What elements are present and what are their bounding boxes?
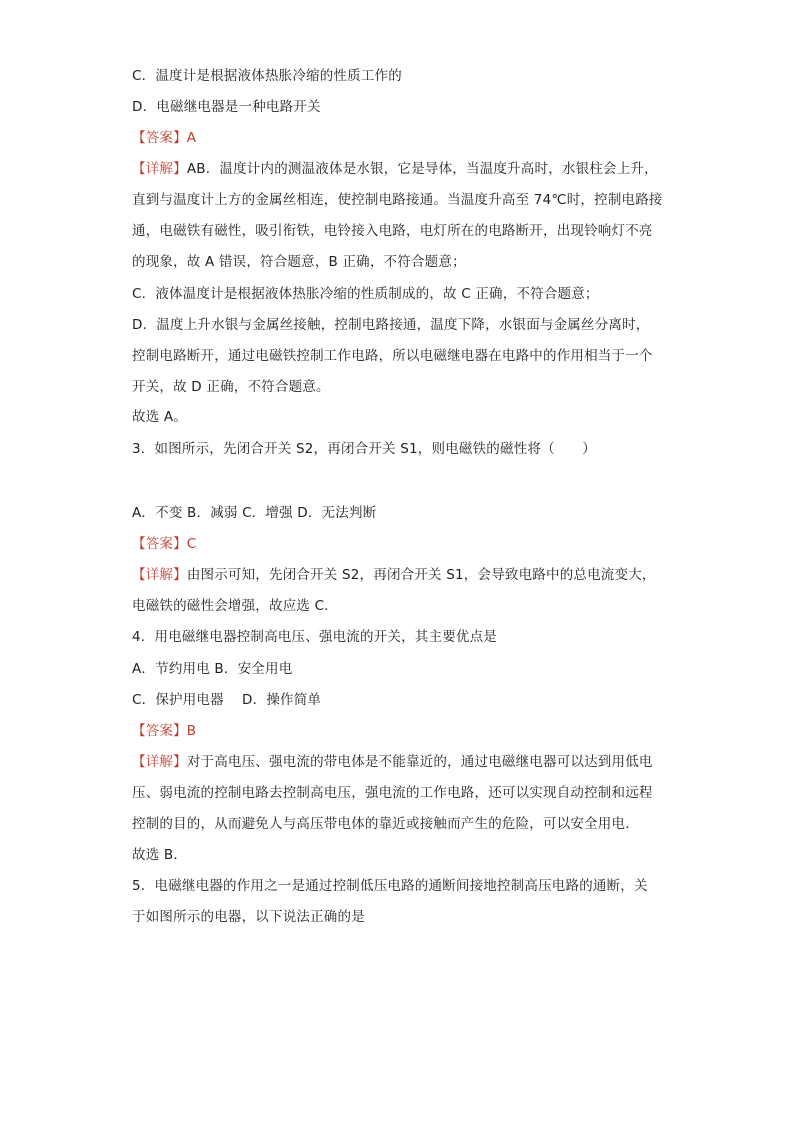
option-d-line: D．电磁继电器是一种电路开关 — [132, 99, 321, 115]
detail-tag: 【详解】 — [132, 754, 187, 770]
detail-tag: 【详解】 — [132, 161, 187, 177]
option-c-line: C．温度计是根据液体热胀冷缩的性质工作的 — [132, 68, 402, 84]
detail-tag: 【详解】 — [132, 567, 187, 583]
question-4-options-cd: C．保护用电器 D．操作简单 — [132, 692, 322, 708]
question-3-options: A．不变 B．减弱 C．增强 D．无法判断 — [132, 505, 377, 521]
detail-line — [132, 159, 672, 179]
answer-tag: 【答案】B — [132, 723, 197, 739]
detail-text: 由图示可知，先闭合开关 S2，再闭合开关 S1，会导致电路中的总电流变大， — [186, 567, 656, 583]
question-5-cont: 于如图所示的电器，以下说法正确的是 — [132, 909, 365, 925]
question-5: 5．电磁继电器的作用之一是通过控制低压电路的通断间接地控制高压电路的通断，关 — [132, 878, 648, 894]
detail-line: 电磁铁的磁性会增强，故应选 C． — [132, 598, 338, 614]
answer-tag: 【答案】A — [132, 130, 197, 146]
detail-line — [132, 752, 672, 772]
answer-tag: 【答案】C — [132, 536, 197, 552]
detail-line: 压、弱电流的控制电路去控制高电压，强电流的工作电路，还可以实现自动控制和远程 — [132, 785, 653, 801]
detail-line: 直到与温度计上方的金属丝相连，使控制电路接通。当温度升高至 74℃时，控制电路接 — [132, 192, 663, 208]
question-4-options-ab: A．节约用电 B．安全用电 — [132, 661, 293, 677]
detail-line: 开关，故 D 正确，不符合题意。 — [132, 379, 330, 395]
question-3: 3．如图所示，先闭合开关 S2，再闭合开关 S1，则电磁铁的磁性将（ ） — [132, 441, 596, 457]
detail-line: 控制的目的，从而避免人与高压带电体的靠近或接触而产生的危险，可以安全用电． — [132, 816, 639, 832]
selection-line: 故选 B． — [132, 847, 188, 863]
detail-line — [132, 565, 672, 585]
question-4: 4．用电磁继电器控制高电压、强电流的开关，其主要优点是 — [132, 629, 497, 645]
selection-line: 故选 A。 — [132, 409, 188, 425]
detail-line: D．温度上升水银与金属丝接触，控制电路接通，温度下降，水银面与金属丝分离时， — [132, 317, 650, 333]
detail-text: 对于高电压、强电流的带电体是不能靠近的，通过电磁继电器可以达到用低电 — [186, 754, 653, 770]
detail-line: C．液体温度计是根据液体热胀冷缩的性质制成的，故 C 正确，不符合题意； — [132, 286, 599, 302]
detail-text: AB．温度计内的测温液体是水银，它是导体，当温度升高时，水银柱会上升， — [186, 161, 658, 177]
detail-line: 控制电路断开，通过电磁铁控制工作电路，所以电磁继电器在电路中的作用相当于一个 — [132, 348, 653, 364]
detail-line: 通，电磁铁有磁性，吸引衔铁，电铃接入电路，电灯所在的电路断开，出现铃响灯不亮 — [132, 223, 653, 239]
detail-line: 的现象，故 A 错误，符合题意，B 正确，不符合题意； — [132, 254, 466, 270]
